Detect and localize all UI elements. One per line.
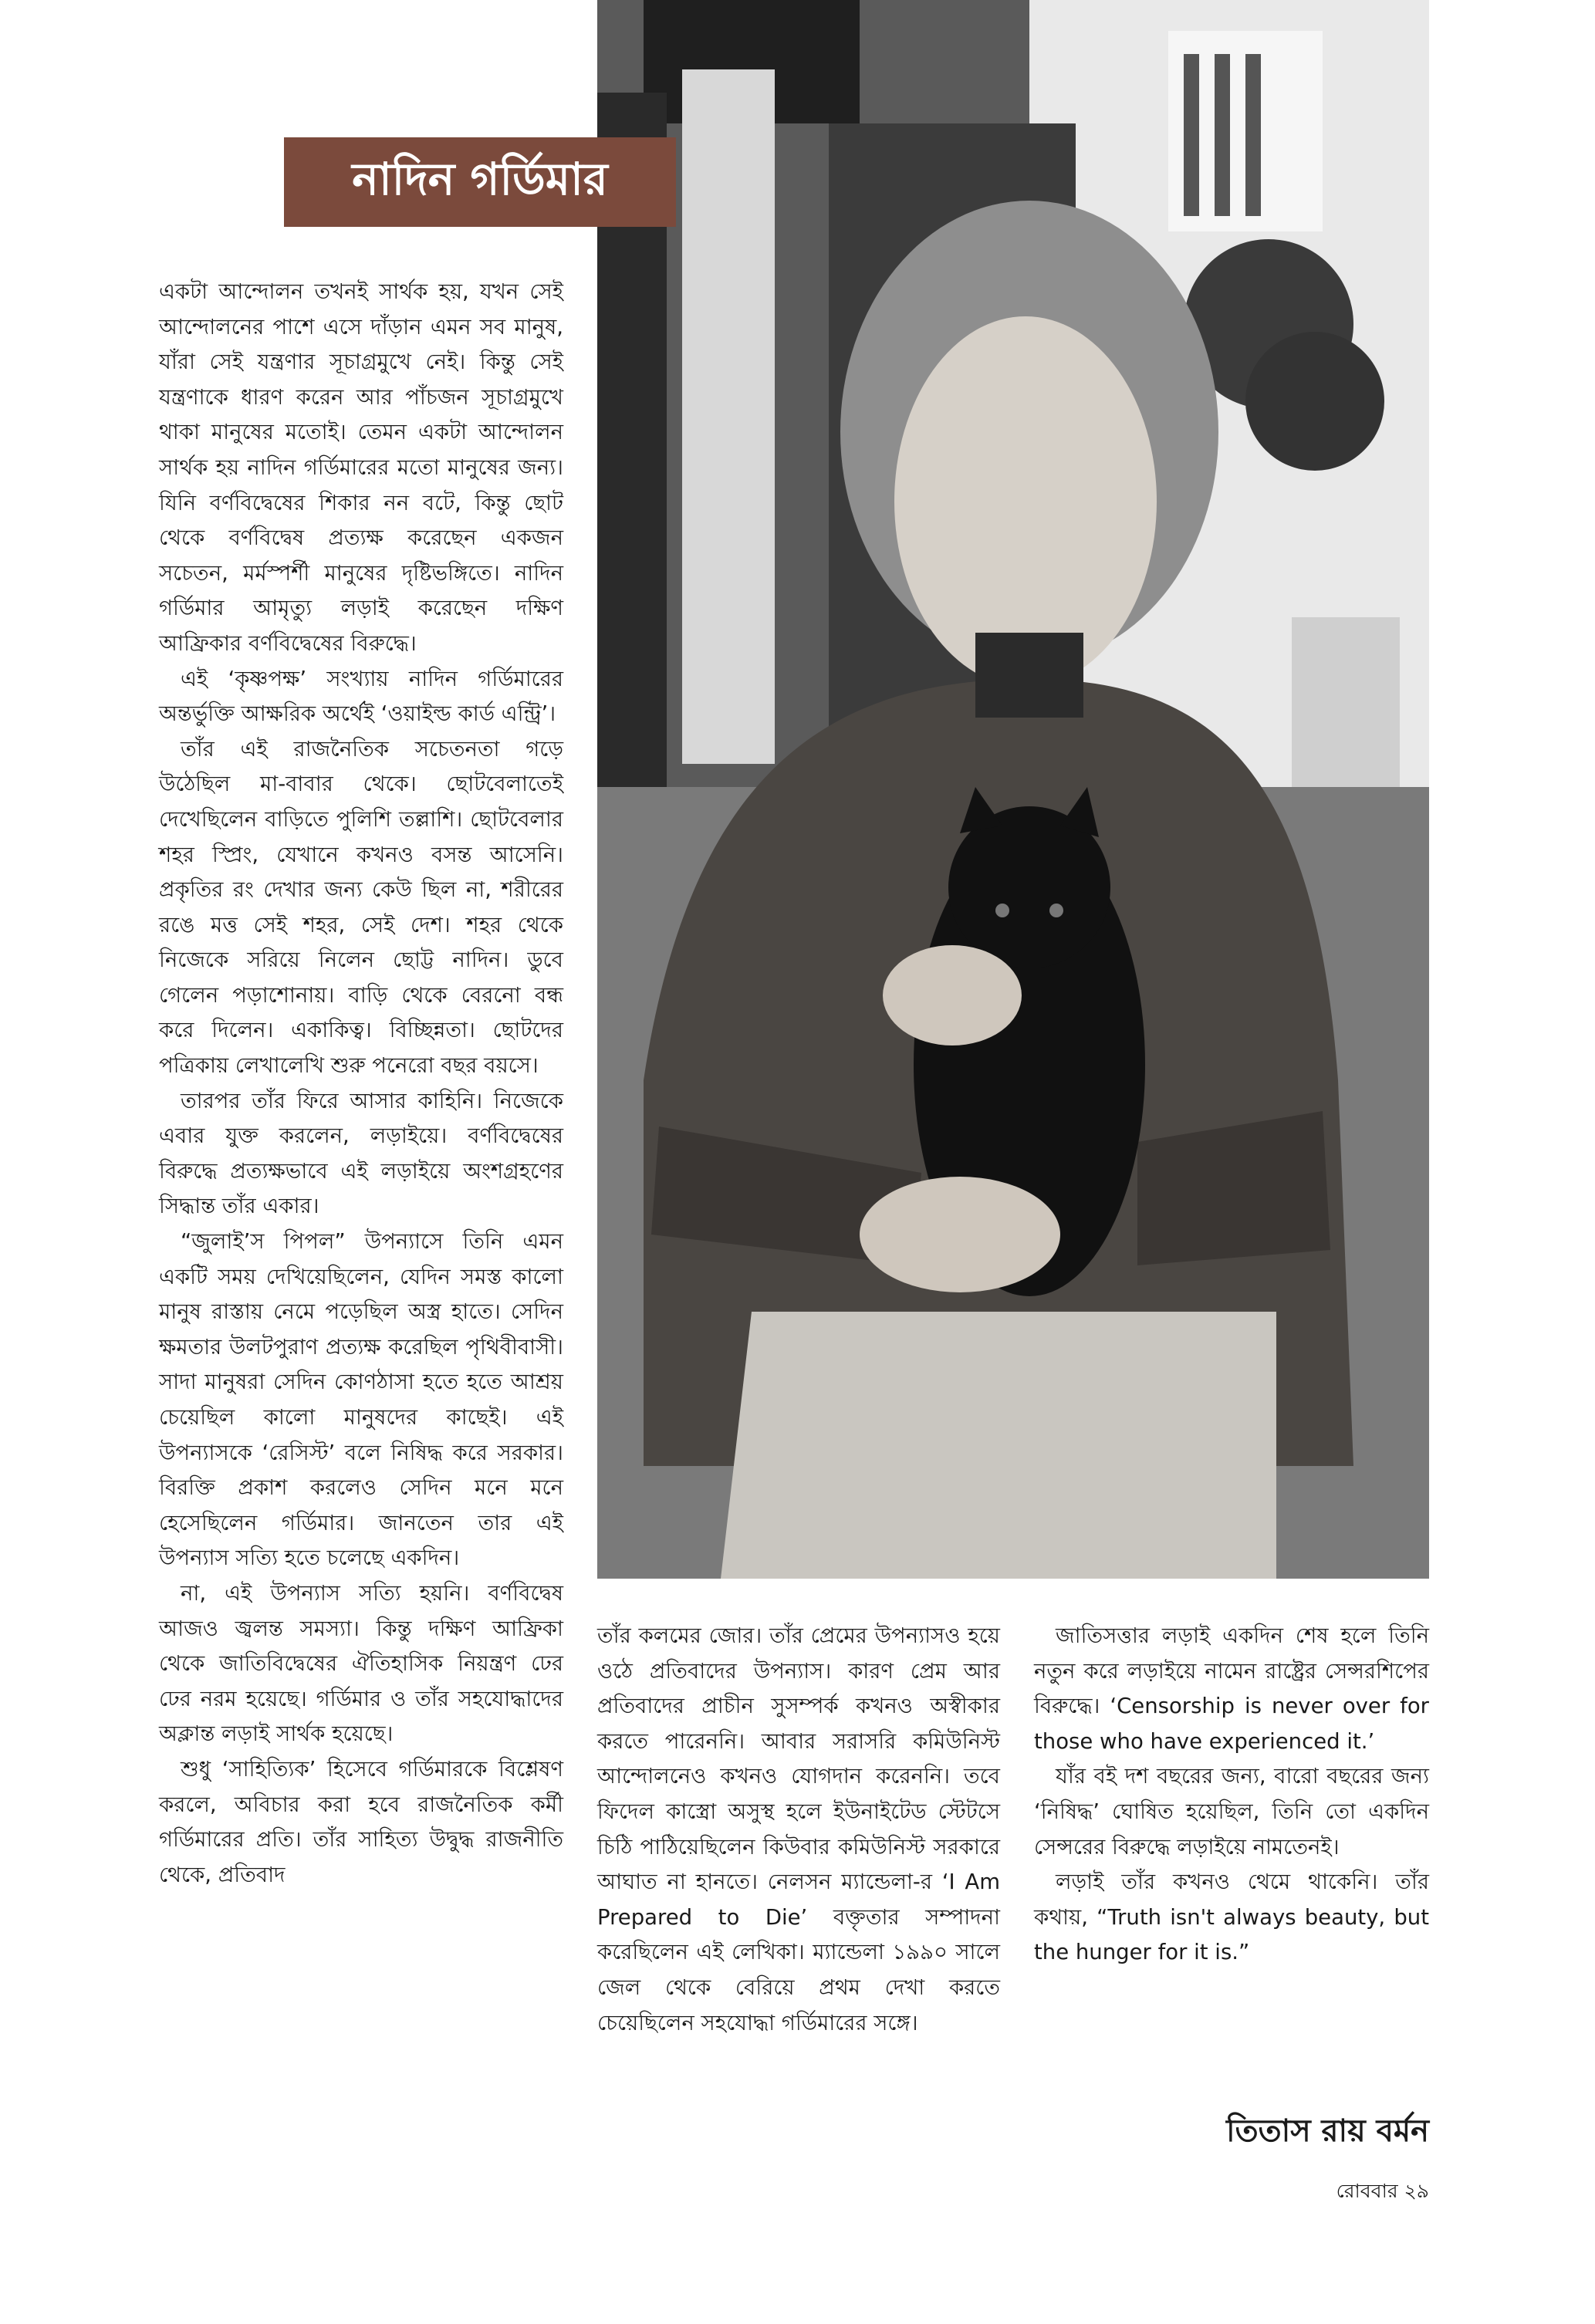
paragraph: “জুলাই’স পিপল” উপন্যাসে তিনি এমন একটি সময় দেখিয়েছিলেন, যেদিন সমস্ত কালো মানুষ রাস্তায় নেমে পড়েছিল অস্ত্র হাতে। সেদিন ক্ষমতার উলটপুরাণ প্রত্যক্ষ করেছিল পৃথিবীবাসী। সাদা মানুষরা সেদিন কোণঠাসা হতে হতে আশ্রয় চেয়েছিল কালো মানুষদের কাছেই। এই উপন্যাসকে ‘রেসিস্ট’ বলে নিষিদ্ধ করে সরকার। বিরক্তি প্রকাশ করলেও সেদিন মনে মনে হেসেছিলেন গর্ডিমার। জানতেন তার এই উপন্যাস সত্যি হতে চলেছে একদিন। — [159, 1229, 563, 1571]
paragraph: তাঁর কলমের জোর। তাঁর প্রেমের উপন্যাসও হয়ে ওঠে প্রতিবাদের উপন্যাস। কারণ প্রেম আর প্রতিবাদের প্রাচীন সুসম্পর্ক কখনও অস্বীকার করতে পারেননি। আবার সরাসরি কমিউনিস্ট আন্দোলনেও কখনও যোগদান করেননি। তবে ফিদেল কাস্ত্রো অসুস্থ হলে ইউনাইটেড স্টেটসে চিঠি পাঠিয়েছিলেন কিউবার কমিউনিস্ট সরকারে আঘাত না হানতে। নেলসন ম্যান্ডেলা-র ‘I Am Prepared to Die’ বক্তৃতার সম্পাদনা করেছিলেন এই লেখিকা। ম্যান্ডেলা ১৯৯০ সালে জেল থেকে বেরিয়ে প্রথম দেখা করতে চেয়েছিলেন সহযোদ্ধা গর্ডিমারের সঙ্গে। — [597, 1623, 1000, 2035]
text-column-right — [1034, 1619, 1429, 1971]
paragraph: না, এই উপন্যাস সত্যি হয়নি। বর্ণবিদ্বেষ আজও জ্বলন্ত সমস্যা। কিন্তু দক্ষিণ আফ্রিকা থেকে জাতিবিদ্বেষের ঐতিহাসিক নিয়ন্ত্রণ ঢের ঢের নরম হয়েছে। গর্ডিমার ও তাঁর সহযোদ্ধাদের অক্লান্ত লড়াই সার্থক হয়েছে। — [159, 1580, 563, 1747]
text-column-left — [159, 275, 563, 1893]
paragraph: তাঁর এই রাজনৈতিক সচেতনতা গড়ে উঠেছিল মা-বাবার থেকে। ছোটবেলাতেই দেখেছিলেন বাড়িতে পুলিশি তল্লাশি। ছোটবেলার শহর স্প্রিং, যেখানে কখনও বসন্ত আসেনি। প্রকৃতির রং দেখার জন্য কেউ ছিল না, শরীরের রঙে মত্ত সেই শহর, সেই দেশ। শহর থেকে নিজেকে সরিয়ে নিলেন ছোট্ট নাদিন। ডুবে গেলেন পড়াশোনায়। বাড়ি থেকে বেরনো বন্ধ করে দিলেন। একাকিত্ব। বিচ্ছিন্নতা। ছোটদের পত্রিকায় লেখালেখি শুরু পনেরো বছর বয়সে। — [159, 736, 563, 1079]
article-title: নাদিন গর্ডিমার — [284, 137, 676, 227]
paragraph: শুধু ‘সাহিত্যিক’ হিসেবে গর্ডিমারকে বিশ্লেষণ করলে, অবিচার করা হবে রাজনৈতিক কর্মী গর্ডিমারের প্রতি। তাঁর সাহিত্য উদ্বুদ্ধ রাজনীতি থেকে, প্রতিবাদ — [159, 1756, 563, 1887]
paragraph: তারপর তাঁর ফিরে আসার কাহিনি। নিজেকে এবার যুক্ত করলেন, লড়াইয়ে। বর্ণবিদ্বেষের বিরুদ্ধে প্রত্যক্ষভাবে এই লড়াইয়ে অংশগ্রহণের সিদ্ধান্ত তাঁর একার। — [159, 1088, 563, 1219]
paragraph: এই ‘কৃষ্ণপক্ষ’ সংখ্যায় নাদিন গর্ডিমারের অন্তর্ভুক্তি আক্ষরিক অর্থেই ‘ওয়াইল্ড কার্ড এন্ট্রি’। — [159, 666, 563, 727]
paragraph: যাঁর বই দশ বছরের জন্য, বারো বছরের জন্য ‘নিষিদ্ধ’ ঘোষিত হয়েছিল, তিনি তো একদিন সেন্সরের বিরুদ্ধে লড়াইয়ে নামতেনই। — [1034, 1764, 1429, 1860]
portrait-illustration — [597, 0, 1429, 1579]
text-column-middle — [597, 1619, 1000, 2041]
portrait-photo — [597, 0, 1429, 1579]
paragraph: জাতিসত্তার লড়াই একদিন শেষ হলে তিনি নতুন করে লড়াইয়ে নামেন রাষ্ট্রের সেন্সরশিপের বিরুদ্ধে। ‘Censorship is never over for those who have experienced it.’ — [1034, 1623, 1429, 1754]
page-footer: রোববার ২৯ — [1336, 2180, 1429, 2202]
author-byline: তিতাস রায় বর্মন — [1226, 2113, 1429, 2149]
paragraph: একটা আন্দোলন তখনই সার্থক হয়, যখন সেই আন্দোলনের পাশে এসে দাঁড়ান এমন সব মানুষ, যাঁরা সেই যন্ত্রণার সূচাগ্রমুখে নেই। কিন্তু সেই যন্ত্রণাকে ধারণ করেন আর পাঁচজন সূচাগ্রমুখে থাকা মানুষের মতোই। তেমন একটা আন্দোলন সার্থক হয় নাদিন গর্ডিমারের মতো মানুষের জন্য। যিনি বর্ণবিদ্বেষের শিকার নন বটে, কিন্তু ছোট থেকে বর্ণবিদ্বেষ প্রত্যক্ষ করেছেন একজন সচেতন, মর্মস্পর্শী মানুষের দৃষ্টিভঙ্গিতে। নাদিন গর্ডিমার আমৃত্যু লড়াই করেছেন দক্ষিণ আফ্রিকার বর্ণবিদ্বেষের বিরুদ্ধে। — [159, 279, 563, 656]
paragraph: লড়াই তাঁর কখনও থেমে থাকেনি। তাঁর কথায়, “Truth isn't always beauty, but the hunger for it is.” — [1034, 1870, 1429, 1965]
